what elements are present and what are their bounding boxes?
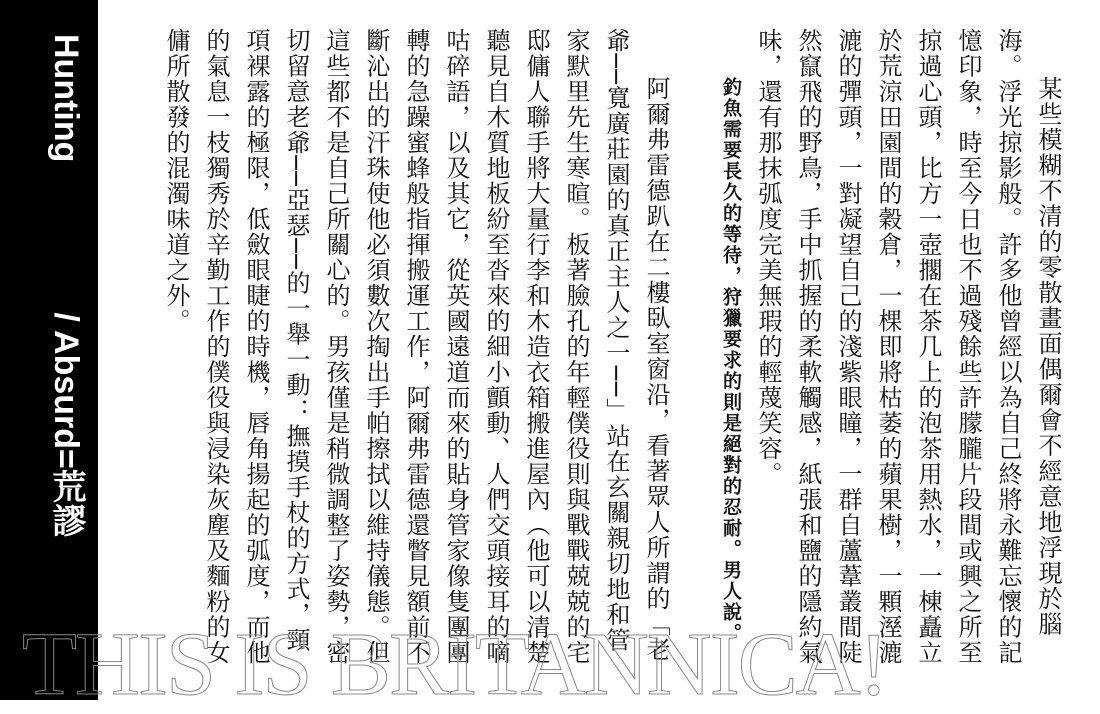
sidebar-band [0,0,98,700]
vertical-text-page [118,28,1068,668]
sidebar-title-absurd: / Absurd=荒謬 [47,312,85,537]
watermark-text: THIS IS BRITANNICA! [22,615,887,714]
paragraph-memories: 某些模糊不清的零散畫面偶爾會不經意地浮現於腦海。浮光掠影般。許多他曾經以為自己終將永難忘懷的記憶印象，時至今日也不過殘餘些許朦朧片段間或興之所至掠過心頭，比方一壺擱在茶几上的泡茶用熱水，一棟矗立於荒涼田園間的穀倉，一棵即將枯萎的蘋果樹，一顆溼漉漉的彈頭，一對凝望自己的淺紫眼瞳，一群自蘆葦叢間陡然竄飛的野鳥，手中抓握的柔軟觸感，紙張和鹽的隱約氣味，還有那抹弧度完美無瑕的輕蔑笑容。 [754,28,1062,666]
sidebar-title [49,34,83,537]
sidebar-title-hunting: Hunting [47,34,85,163]
paragraph-alfred: 阿爾弗雷德趴在二樓臥室窗沿，看著眾人所謂的「老爺──寬廣莊園的真正主人之一──」站在玄關親切地和管家默里先生寒暄。板著臉孔的年輕僕役則與戰戰兢兢的宅邸傭人聯手將大量行李和木造衣箱搬進屋內（他可以清楚聽見自木質地板紛至沓來的細小顫動、人們交頭接耳的嘀咕碎語，以及其它，從英國遠道而來的貼身管家像隻團團轉的急躁蜜蜂般指揮搬運工作，阿爾弗雷德還瞥見額前不斷沁出的汗珠使他必須數次掏出手帕擦拭以維持儀態。但這些都不是自己所關心的。男孩僅是稍微調整了姿勢，密切留意老爺──亞瑟──的一舉一動：撫摸手杖的方式，頸項裸露的極限，低斂眼睫的時機，唇角揚起的弧度，而他的氣息一枝獨秀於辛勤工作的僕役與浸染灰塵及麵粉的女傭所散發的混濁味道之外。 [162,28,670,666]
epigraph-quote: 釣魚需要長久的等待，狩獵要求的則是絕對的忍耐。男人說。 [720,77,742,645]
